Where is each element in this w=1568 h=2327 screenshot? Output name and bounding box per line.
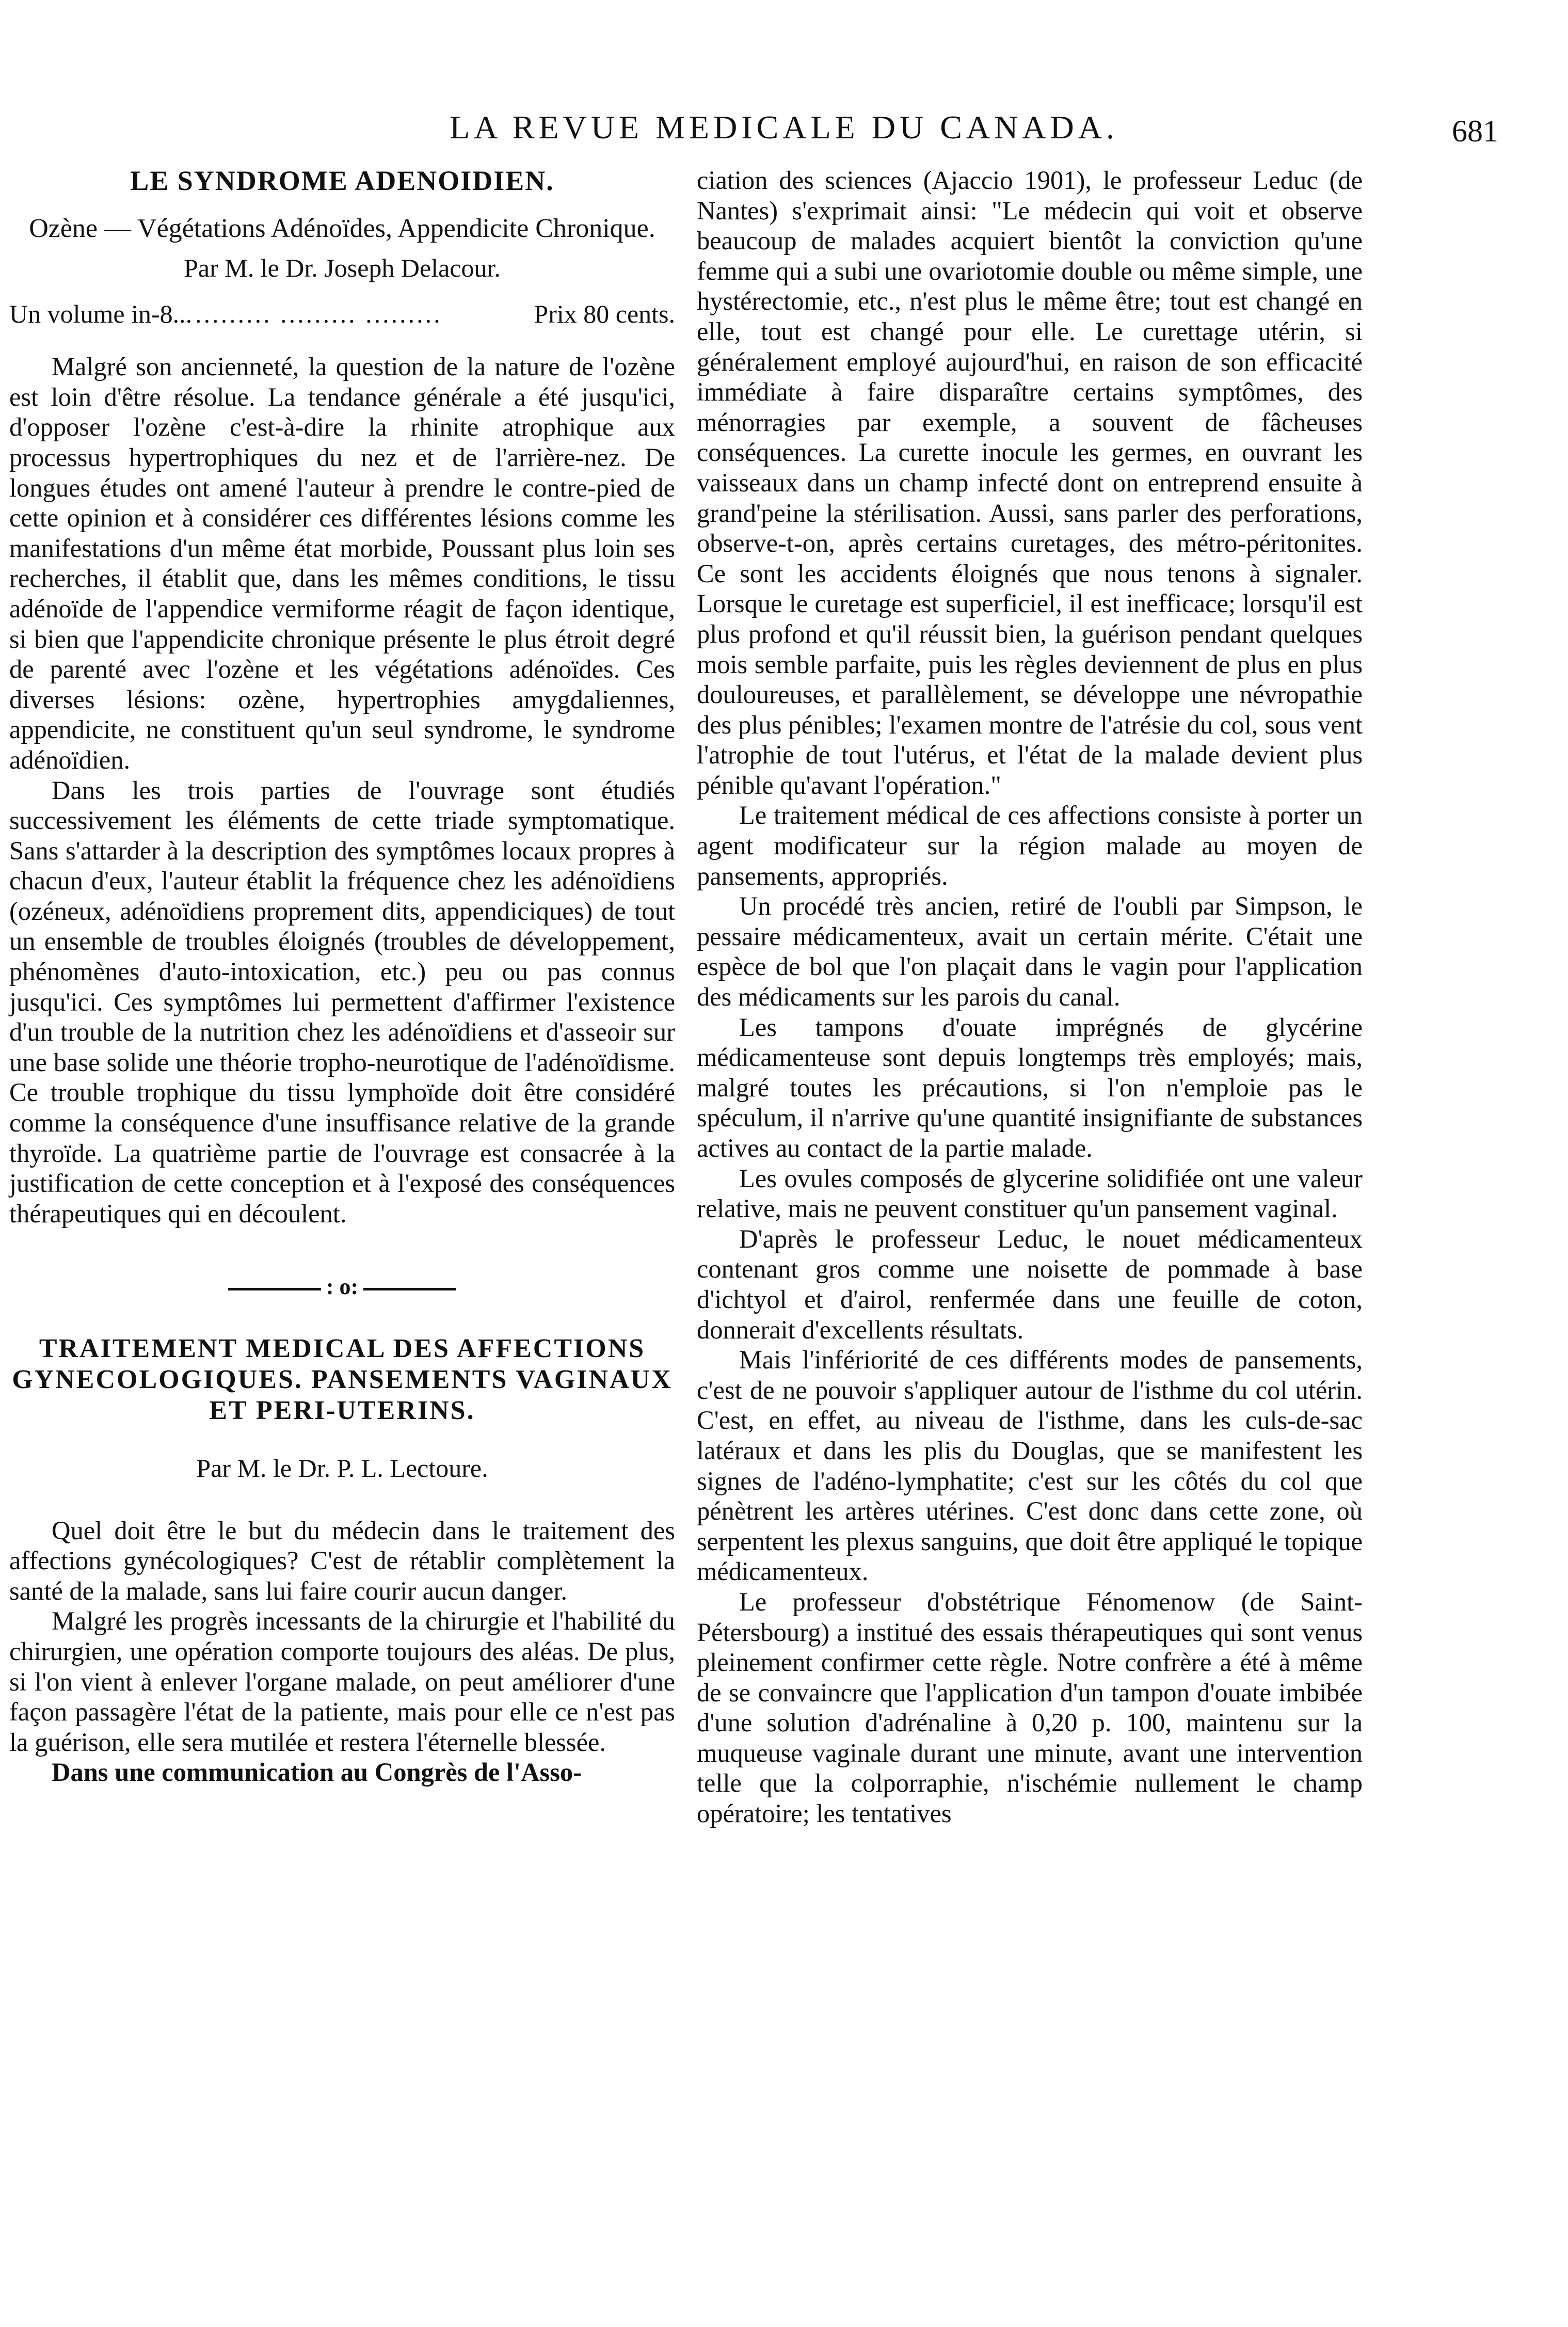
- article1-title: LE SYNDROME ADENOIDIEN.: [130, 165, 554, 196]
- volume-line: [9, 299, 675, 329]
- running-head: [0, 108, 1568, 155]
- article2-paragraph: Un procédé très ancien, retiré de l'oubli par Simpson, le pessaire médicamenteux, avait un certain mérite. C'était une espèce de bol que l'on plaçait dans le vagin pour l'application des médicaments sur les parois du canal.: [697, 891, 1363, 1012]
- volume-price: Prix 80 cents.: [534, 299, 675, 328]
- separator-rule: [363, 1288, 456, 1290]
- volume-label: Un volume in-8...: [9, 299, 193, 328]
- article2-paragraph-bold: Dans une communication au Congrès de l'Asso-: [52, 1758, 582, 1787]
- article1-byline: Par M. le Dr. Joseph Delacour.: [184, 253, 501, 282]
- article2-paragraph: Mais l'infériorité de ces différents modes de pansements, c'est de ne pouvoir s'appliquer autour de l'isthme du col utérin. C'est, en effet, au niveau de l'isthme, dans les culs-de-sac latéraux et dans les plis du Douglas, que se manifestent les signes de l'adéno-lymphatite; c'est sur les côtés du col que pénètrent les artères utérines. C'est donc dans cette zone, où serpentent les plexus sanguins, que doit être appliqué le topique médicamenteux.: [697, 1345, 1363, 1586]
- left-column: [9, 165, 675, 1788]
- article2-byline: Par M. le Dr. P. L. Lectoure.: [196, 1454, 488, 1483]
- volume-dots: ......... ......... .........: [195, 299, 442, 328]
- separator-mark: : o:: [326, 1274, 359, 1300]
- article2-paragraph: Le professeur d'obstétrique Fénomenow (de Saint-Pétersbourg) a institué des essais thérapeutiques qui sont venus pleinement confirmer cette règle. Notre confrère a été à même de se convaincre que l'application d'un tampon d'ouate imbibée d'une solution d'adrénaline à 0,20 p. 100, maintenu sur la muqueuse vaginale durant une minute, avant une intervention telle que la colporraphie, n'ischémie nullement le champ opératoire; les tentatives: [697, 1587, 1363, 1828]
- page-number: 681: [1452, 114, 1498, 148]
- article2-paragraph: Quel doit être le but du médecin dans le traitement des affections gynécologiques? C'est de rétablir complètement la santé de la malade, sans lui faire courir aucun danger.: [9, 1516, 675, 1605]
- article2-paragraph: ciation des sciences (Ajaccio 1901), le professeur Leduc (de Nantes) s'exprimait ainsi: "Le médecin qui voit et observe beaucoup de malades acquiert bientôt la conviction qu'une femme qui a subi une ovariotomie double ou même simple, une hystérectomie, etc., n'est plus le même être; tout est changé en elle, tout est changé pour elle. Le curettage utérin, si généralement employé aujourd'hui, en raison de son efficacité immédiate à faire disparaître certains symptômes, des ménorragies par exemple, a souvent de fâcheuses conséquences. La curette inocule les germes, en ouvrant les vaisseaux dans un champ infecté dont on entreprend ensuite à grand'peine la stérilisation. Aussi, sans parler des perforations, observe-t-on, après certains curetages, des métro-péritonites. Ce sont les accidents éloignés que nous tenons à signaler. Lorsque le curetage est superficiel, il est inefficace; lorsqu'il est plus profond et qu'il réussit bien, la guérison pendant quelques mois semble parfaite, puis les règles deviennent de plus en plus douloureuses, et parallèlement, se développe une névropathie des plus pénibles; l'examen montre de l'atrésie du col, sous vent l'atrophie de tout l'utérus, et l'état de la malade devient plus pénible qu'avant l'opération.": [697, 166, 1363, 800]
- article1-subtitle: Ozène — Végétations Adénoïdes, Appendicite Chronique.: [29, 214, 655, 243]
- article2-paragraph: D'après le professeur Leduc, le nouet médicamenteux contenant gros comme une noisette de pommade à base d'ichtyol et d'airol, renfermée dans une feuille de coton, donnerait d'excellents résultats.: [697, 1224, 1363, 1344]
- article2-title: TRAITEMENT MEDICAL DES AFFECTIONS GYNECOLOGIQUES. PANSEMENTS VAGINAUX ET PERI-UTERINS.: [12, 1334, 673, 1425]
- article2-paragraph: Le traitement médical de ces affections consiste à porter un agent modificateur sur la région malade au moyen de pansements, appropriés.: [697, 801, 1363, 890]
- article2-paragraph: Les ovules composés de glycerine solidifiée ont une valeur relative, mais ne peuvent constituer qu'un pansement vaginal.: [697, 1164, 1363, 1223]
- separator-rule: [228, 1288, 321, 1290]
- article2-paragraph: Les tampons d'ouate imprégnés de glycérine médicamenteuse sont depuis longtemps très employés; mais, malgré toutes les précautions, si l'on n'emploie pas le spéculum, il n'arrive qu'une quantité insignifiante de substances actives au contact de la partie malade.: [697, 1012, 1363, 1162]
- article2-paragraph: Malgré les progrès incessants de la chirurgie et l'habilité du chirurgien, une opération comporte toujours des aléas. De plus, si l'on vient à enlever l'organe malade, on peut améliorer d'une façon passagère l'état de la patiente, mais pour elle ce n'est pas la guérison, elle sera mutilée et restera l'éternelle blessée.: [9, 1606, 675, 1757]
- section-separator: [9, 1272, 675, 1302]
- journal-title: LA REVUE MEDICALE DU CANADA.: [450, 109, 1118, 146]
- article1-paragraph: Malgré son ancienneté, la question de la nature de l'ozène est loin d'être résolue. La tendance générale a été jusqu'ici, d'opposer l'ozène c'est-à-dire la rhinite atrophique aux processus hypertrophiques du nez et de l'arrière-nez. De longues études ont amené l'auteur à prendre le contre-pied de cette opinion et à considérer ces différentes lésions comme les manifestations d'un même état morbide, Poussant plus loin ses recherches, il établit que, dans les mêmes conditions, le tissu adénoïde de l'appendice vermiforme réagit de façon identique, si bien que l'appendicite chronique présente le plus étroit degré de parenté avec l'ozène et les végétations adénoïdes. Ces diverses lésions: ozène, hypertrophies amygdaliennes, appendicite, ne constituent qu'un seul syndrome, le syndrome adénoïdien.: [9, 352, 675, 774]
- right-column: [697, 165, 1363, 1829]
- article1-paragraph: Dans les trois parties de l'ouvrage sont étudiés successivement les éléments de cette triade symptomatique. Sans s'attarder à la description des symptômes locaux propres à chacun d'eux, l'auteur établit la fréquence chez les adénoïdiens (ozéneux, adénoïdiens proprement dits, appendiciques) de tout un ensemble de troubles éloignés (troubles de développement, phénomènes d'auto-intoxication, etc.) peu ou pas connus jusqu'ici. Ces symptômes lui permettent d'affirmer l'existence d'un trouble de la nutrition chez les adénoïdiens et d'asseoir sur une base solide une théorie tropho-neurotique de l'adénoïdisme. Ce trouble trophique du tissu lymphoïde doit être considéré comme la conséquence d'une insuffisance relative de la grande thyroïde. La quatrième partie de l'ouvrage est consacrée à la justification de cette conception et à l'exposé des conséquences thérapeutiques qui en découlent.: [9, 775, 675, 1228]
